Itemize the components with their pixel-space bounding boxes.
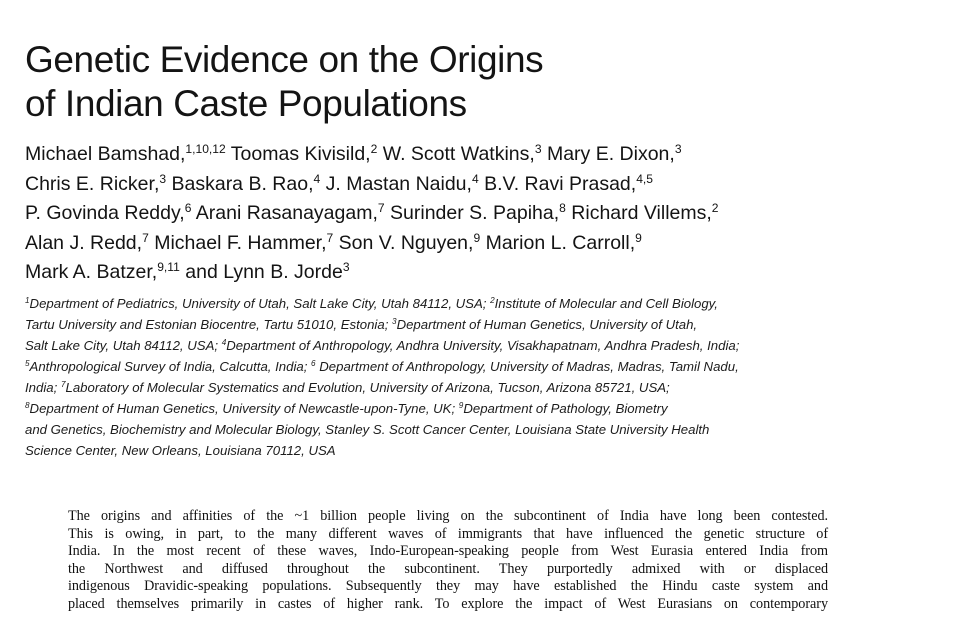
abstract-line: the Northwest and diffused throughout the subcontinent. They purportedly admixed with or displaced	[68, 560, 828, 577]
author-affiliation-ref: 9	[635, 230, 642, 245]
abstract-line: India. In the most recent of these waves, Indo-European-speaking people from West Eurasia entered India from	[68, 543, 828, 559]
author-affiliation-ref: 7	[377, 200, 385, 215]
author-affiliation-ref: 9	[473, 230, 481, 245]
affiliation-line	[25, 377, 955, 398]
author-affiliation-ref: 2	[370, 141, 378, 156]
author-name: Baskara B. Rao,	[166, 172, 314, 195]
affiliation-text: Department of Pathology, Biometry	[463, 401, 668, 416]
affiliation-line	[25, 314, 955, 335]
affiliation-number: 6	[311, 359, 316, 369]
author-name: Marion L. Carroll,	[480, 231, 636, 254]
author-name: Chris E. Ricker,	[25, 172, 160, 195]
affiliation-number: 9	[458, 401, 464, 411]
affiliation-line	[25, 398, 955, 419]
author-line	[25, 140, 955, 170]
title-line-1: Genetic Evidence on the Origins	[25, 39, 544, 80]
author-affiliation-ref: 4,5	[636, 171, 653, 186]
author-name: Mark A. Batzer,	[25, 261, 158, 284]
author-name: Michael F. Hammer,	[148, 231, 327, 254]
title-line-2: of Indian Caste Populations	[25, 83, 467, 124]
affiliation-number: 7	[60, 380, 66, 390]
author-line	[25, 170, 955, 200]
affiliation-number: 8	[25, 401, 30, 411]
author-name: P. Govinda Reddy,	[25, 202, 185, 225]
author-affiliation-ref: 4	[313, 171, 321, 186]
author-name: and Lynn B. Jorde	[179, 261, 343, 284]
abstract-line: The origins and affinities of the ~1 billion people living on the subcontinent of India have long been contested.	[68, 508, 828, 524]
author-affiliation-ref: 3	[342, 260, 350, 275]
affiliation-text: India;	[25, 380, 61, 395]
author-line	[25, 199, 955, 229]
author-name: Toomas Kivisild,	[225, 143, 371, 165]
abstract-line: indigenous Dravidic-speaking populations. Subsequently they may have established the Hindu caste system and	[68, 578, 828, 594]
affiliation-text: Salt Lake City, Utah 84112, USA;	[25, 338, 222, 353]
author-line	[25, 258, 955, 288]
author-name: Richard Villems,	[565, 202, 712, 225]
author-name: Alan J. Redd,	[25, 231, 143, 254]
author-name: Mary E. Dixon,	[541, 143, 675, 165]
affiliation-text: Tartu University and Estonian Biocentre, Tartu 51010, Estonia;	[25, 317, 393, 332]
abstract-line: placed themselves primarily in castes of higher rank. To explore the impact of West Eurasians on contemporary	[68, 595, 828, 612]
author-affiliation-ref: 7	[326, 230, 334, 245]
author-affiliation-ref: 6	[184, 200, 192, 215]
affiliation-line	[25, 335, 955, 356]
author-name: W. Scott Watkins,	[377, 143, 535, 165]
author-affiliation-ref: 1,10,12	[185, 141, 226, 156]
affiliation-text: and Genetics, Biochemistry and Molecular Biology, Stanley S. Scott Cancer Center, Louisiana State University Health	[25, 422, 710, 437]
author-affiliation-ref: 7	[142, 230, 149, 245]
affiliation-text: Laboratory of Molecular Systematics and Evolution, University of Arizona, Tucson, Arizona 85721, USA;	[65, 380, 670, 395]
affiliations	[25, 293, 955, 461]
author-name: Son V. Nguyen,	[333, 231, 474, 254]
author-name: J. Mastan Naidu,	[320, 172, 472, 195]
affiliation-line	[25, 356, 955, 377]
author-affiliation-ref: 3	[534, 141, 542, 156]
article-title	[25, 38, 925, 126]
affiliation-number: 5	[25, 359, 30, 369]
affiliation-line	[25, 419, 955, 440]
author-list	[25, 140, 955, 288]
affiliation-text: Department of Pediatrics, University of Utah, Salt Lake City, Utah 84112, USA;	[29, 296, 491, 311]
author-affiliation-ref: 3	[674, 141, 682, 156]
author-affiliation-ref: 8	[559, 200, 566, 215]
abstract-line: This is owing, in part, to the many different waves of immigrants that have influenced the genetic structure of	[68, 525, 828, 542]
affiliation-text: Department of Anthropology, University of Madras, Madras, Tamil Nadu,	[315, 359, 739, 374]
affiliation-text: Anthropological Survey of India, Calcutta, India;	[29, 359, 312, 374]
author-name: Arani Rasanayagam,	[191, 202, 378, 225]
author-name: Surinder S. Papiha,	[384, 202, 560, 225]
author-line	[25, 229, 955, 259]
affiliation-line	[25, 293, 955, 314]
affiliation-number: 3	[392, 317, 397, 327]
affiliation-text: Department of Human Genetics, University of Utah,	[396, 317, 698, 332]
affiliation-number: 4	[221, 338, 227, 348]
affiliation-text: Science Center, New Orleans, Louisiana 70112, USA	[25, 443, 336, 458]
affiliation-line	[25, 440, 955, 461]
author-affiliation-ref: 3	[159, 171, 167, 186]
affiliation-text: Institute of Molecular and Cell Biology,	[494, 296, 718, 311]
author-name: B.V. Ravi Prasad,	[478, 172, 637, 195]
affiliation-text: Department of Anthropology, Andhra University, Visakhapatnam, Andhra Pradesh, India;	[226, 338, 740, 353]
author-affiliation-ref: 2	[711, 200, 719, 215]
author-affiliation-ref: 9,11	[157, 260, 180, 275]
affiliation-text: Department of Human Genetics, University of Newcastle-upon-Tyne, UK;	[29, 401, 459, 416]
affiliation-number: 2	[490, 296, 495, 306]
abstract	[68, 508, 828, 613]
author-affiliation-ref: 4	[471, 171, 479, 186]
affiliation-number: 1	[25, 296, 30, 306]
author-name: Michael Bamshad,	[25, 143, 186, 165]
